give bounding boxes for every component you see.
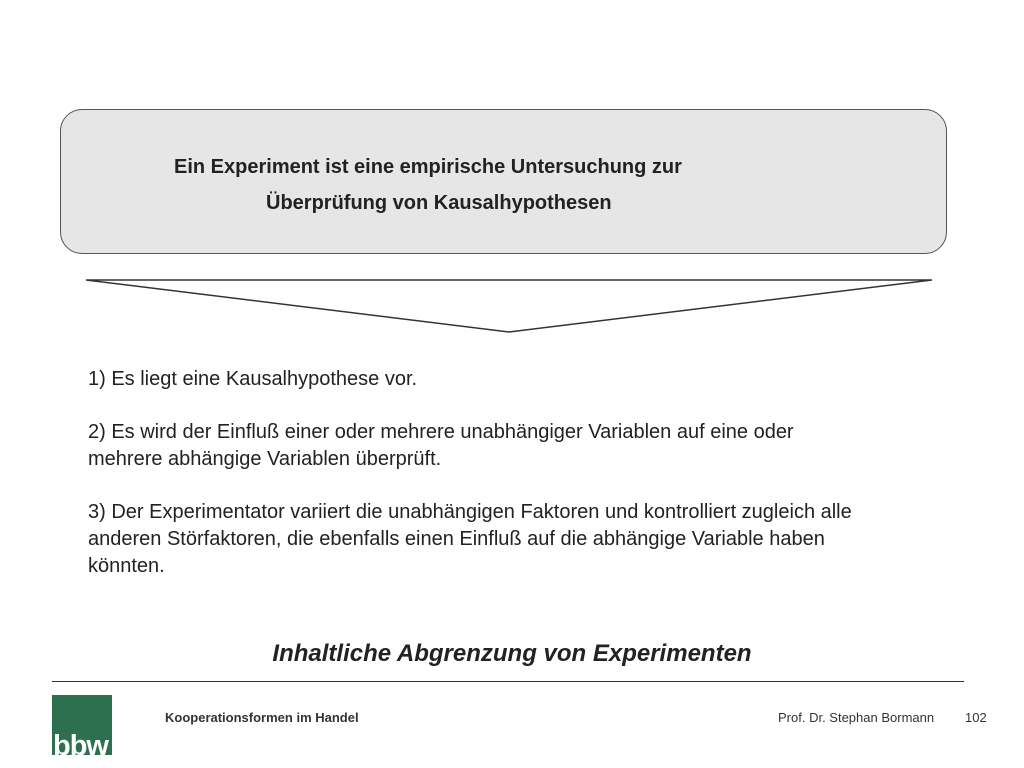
definition-box (60, 109, 947, 254)
criteria-item-3-line-2: anderen Störfaktoren, die ebenfalls einen Einfluß auf die abhängige Variable haben (88, 528, 825, 550)
bbw-logo (52, 695, 112, 755)
funnel-arrow-shape (86, 280, 932, 332)
criteria-item-2 (88, 419, 988, 473)
criteria-item-3 (88, 499, 988, 580)
footer-course-title: Kooperationsformen im Handel (165, 710, 359, 725)
footer-divider (52, 681, 964, 682)
criteria-item-1 (88, 366, 988, 393)
criteria-item-2-line-2: mehrere abhängige Variablen überprüft. (88, 448, 442, 470)
criteria-item-3-line-3: könnten. (88, 555, 165, 577)
criteria-item-1-line-1: 1) Es liegt eine Kausalhypothese vor. (88, 368, 418, 390)
page-number: 102 (965, 710, 987, 725)
funnel-arrow (84, 277, 934, 335)
footer-author: Prof. Dr. Stephan Bormann (778, 710, 935, 725)
criteria-item-3-line-1: 3) Der Experimentator variiert die unabhängigen Faktoren und kontrolliert zugleich alle (88, 501, 852, 523)
definition-line-1: Ein Experiment ist eine empirische Untersuchung zur (174, 156, 682, 178)
criteria-list (88, 366, 988, 606)
slide-title: Inhaltliche Abgrenzung von Experimenten (272, 640, 752, 667)
criteria-item-2-line-1: 2) Es wird der Einfluß einer oder mehrere unabhängiger Variablen auf eine oder (88, 421, 794, 443)
definition-line-2: Überprüfung von Kausalhypothesen (266, 192, 612, 214)
bbw-logo-text: bbw (53, 730, 108, 755)
